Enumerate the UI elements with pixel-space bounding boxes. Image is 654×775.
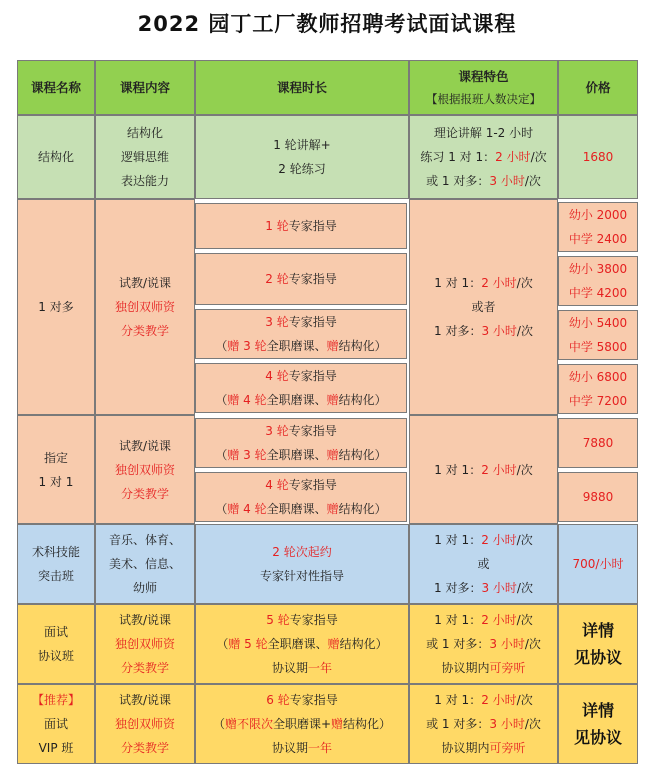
one-to-many-price-3: 幼小 5400 中学 5800 (558, 310, 638, 360)
structured-name: 结构化 (17, 115, 95, 199)
one-to-many-duration-1: 1 轮专家指导 (195, 203, 407, 249)
agreement-duration: 5 轮专家指导 （赠 5 轮全职磨课、赠结构化） 协议期一年 (195, 604, 409, 684)
one-to-many-duration-3: 3 轮专家指导 （赠 3 轮全职磨课、赠结构化） (195, 309, 407, 359)
one-to-many-price-2: 幼小 3800 中学 4200 (558, 256, 638, 306)
header-price: 价格 (558, 60, 638, 115)
page-title: 2022 园丁工厂教师招聘考试面试课程 (137, 12, 517, 36)
vip-name: 【推荐】 面试 VIP 班 (17, 684, 95, 764)
header-course-content: 课程内容 (95, 60, 195, 115)
designated-price-2: 9880 (558, 472, 638, 522)
art-name: 术科技能 突击班 (17, 524, 95, 604)
header-course-feature: 课程特色 【根据报班人数决定】 (409, 60, 558, 115)
designated-feature: 1 对 1：2 小时/次 (409, 415, 558, 524)
designated-price-1: 7880 (558, 418, 638, 468)
structured-content: 结构化 逻辑思维 表达能力 (95, 115, 195, 199)
vip-price: 详情 见协议 (558, 684, 638, 764)
art-feature: 1 对 1：2 小时/次 或 1 对多：3 小时/次 (409, 524, 558, 604)
designated-content: 试教/说课 独创双师资 分类教学 (95, 415, 195, 524)
vip-duration: 6 轮专家指导 （赠不限次全职磨课+赠结构化） 协议期一年 (195, 684, 409, 764)
agreement-feature: 1 对 1：2 小时/次 或 1 对多：3 小时/次 协议期内可旁听 (409, 604, 558, 684)
art-duration: 2 轮次起约 专家针对性指导 (195, 524, 409, 604)
art-content: 音乐、体育、 美术、信息、 幼师 (95, 524, 195, 604)
designated-duration-1: 3 轮专家指导 （赠 3 轮全职磨课、赠结构化） (195, 418, 407, 468)
header-course-name: 课程名称 (17, 60, 95, 115)
agreement-name: 面试 协议班 (17, 604, 95, 684)
one-to-many-name: 1 对多 (17, 199, 95, 415)
header-course-duration: 课程时长 (195, 60, 409, 115)
one-to-many-duration-4: 4 轮专家指导 （赠 4 轮全职磨课、赠结构化） (195, 363, 407, 413)
designated-name: 指定 1 对 1 (17, 415, 95, 524)
one-to-many-price-4: 幼小 6800 中学 7200 (558, 364, 638, 414)
one-to-many-duration-2: 2 轮专家指导 (195, 253, 407, 305)
structured-price: 1680 (558, 115, 638, 199)
agreement-price: 详情 见协议 (558, 604, 638, 684)
agreement-content: 试教/说课 独创双师资 分类教学 (95, 604, 195, 684)
one-to-many-content: 试教/说课 独创双师资 分类教学 (95, 199, 195, 415)
recommend-tag: 【推荐】 (31, 693, 80, 707)
vip-feature: 1 对 1：2 小时/次 或 1 对多：3 小时/次 协议期内可旁听 (409, 684, 558, 764)
one-to-many-price-1: 幼小 2000 中学 2400 (558, 202, 638, 252)
vip-content: 试教/说课 独创双师资 分类教学 (95, 684, 195, 764)
designated-duration-2: 4 轮专家指导 （赠 4 轮全职磨课、赠结构化） (195, 472, 407, 522)
structured-feature: 理论讲解 1-2 小时 练习 1 对 1：2 小时/次 或 1 对多：3 小时/次 (409, 115, 558, 199)
art-price: 700/小时 (558, 524, 638, 604)
one-to-many-feature: 1 对 1：2 小时/次 或者 1 对多：3 小时/次 (409, 199, 558, 415)
structured-duration: 1 轮讲解+ 2 轮练习 (195, 115, 409, 199)
